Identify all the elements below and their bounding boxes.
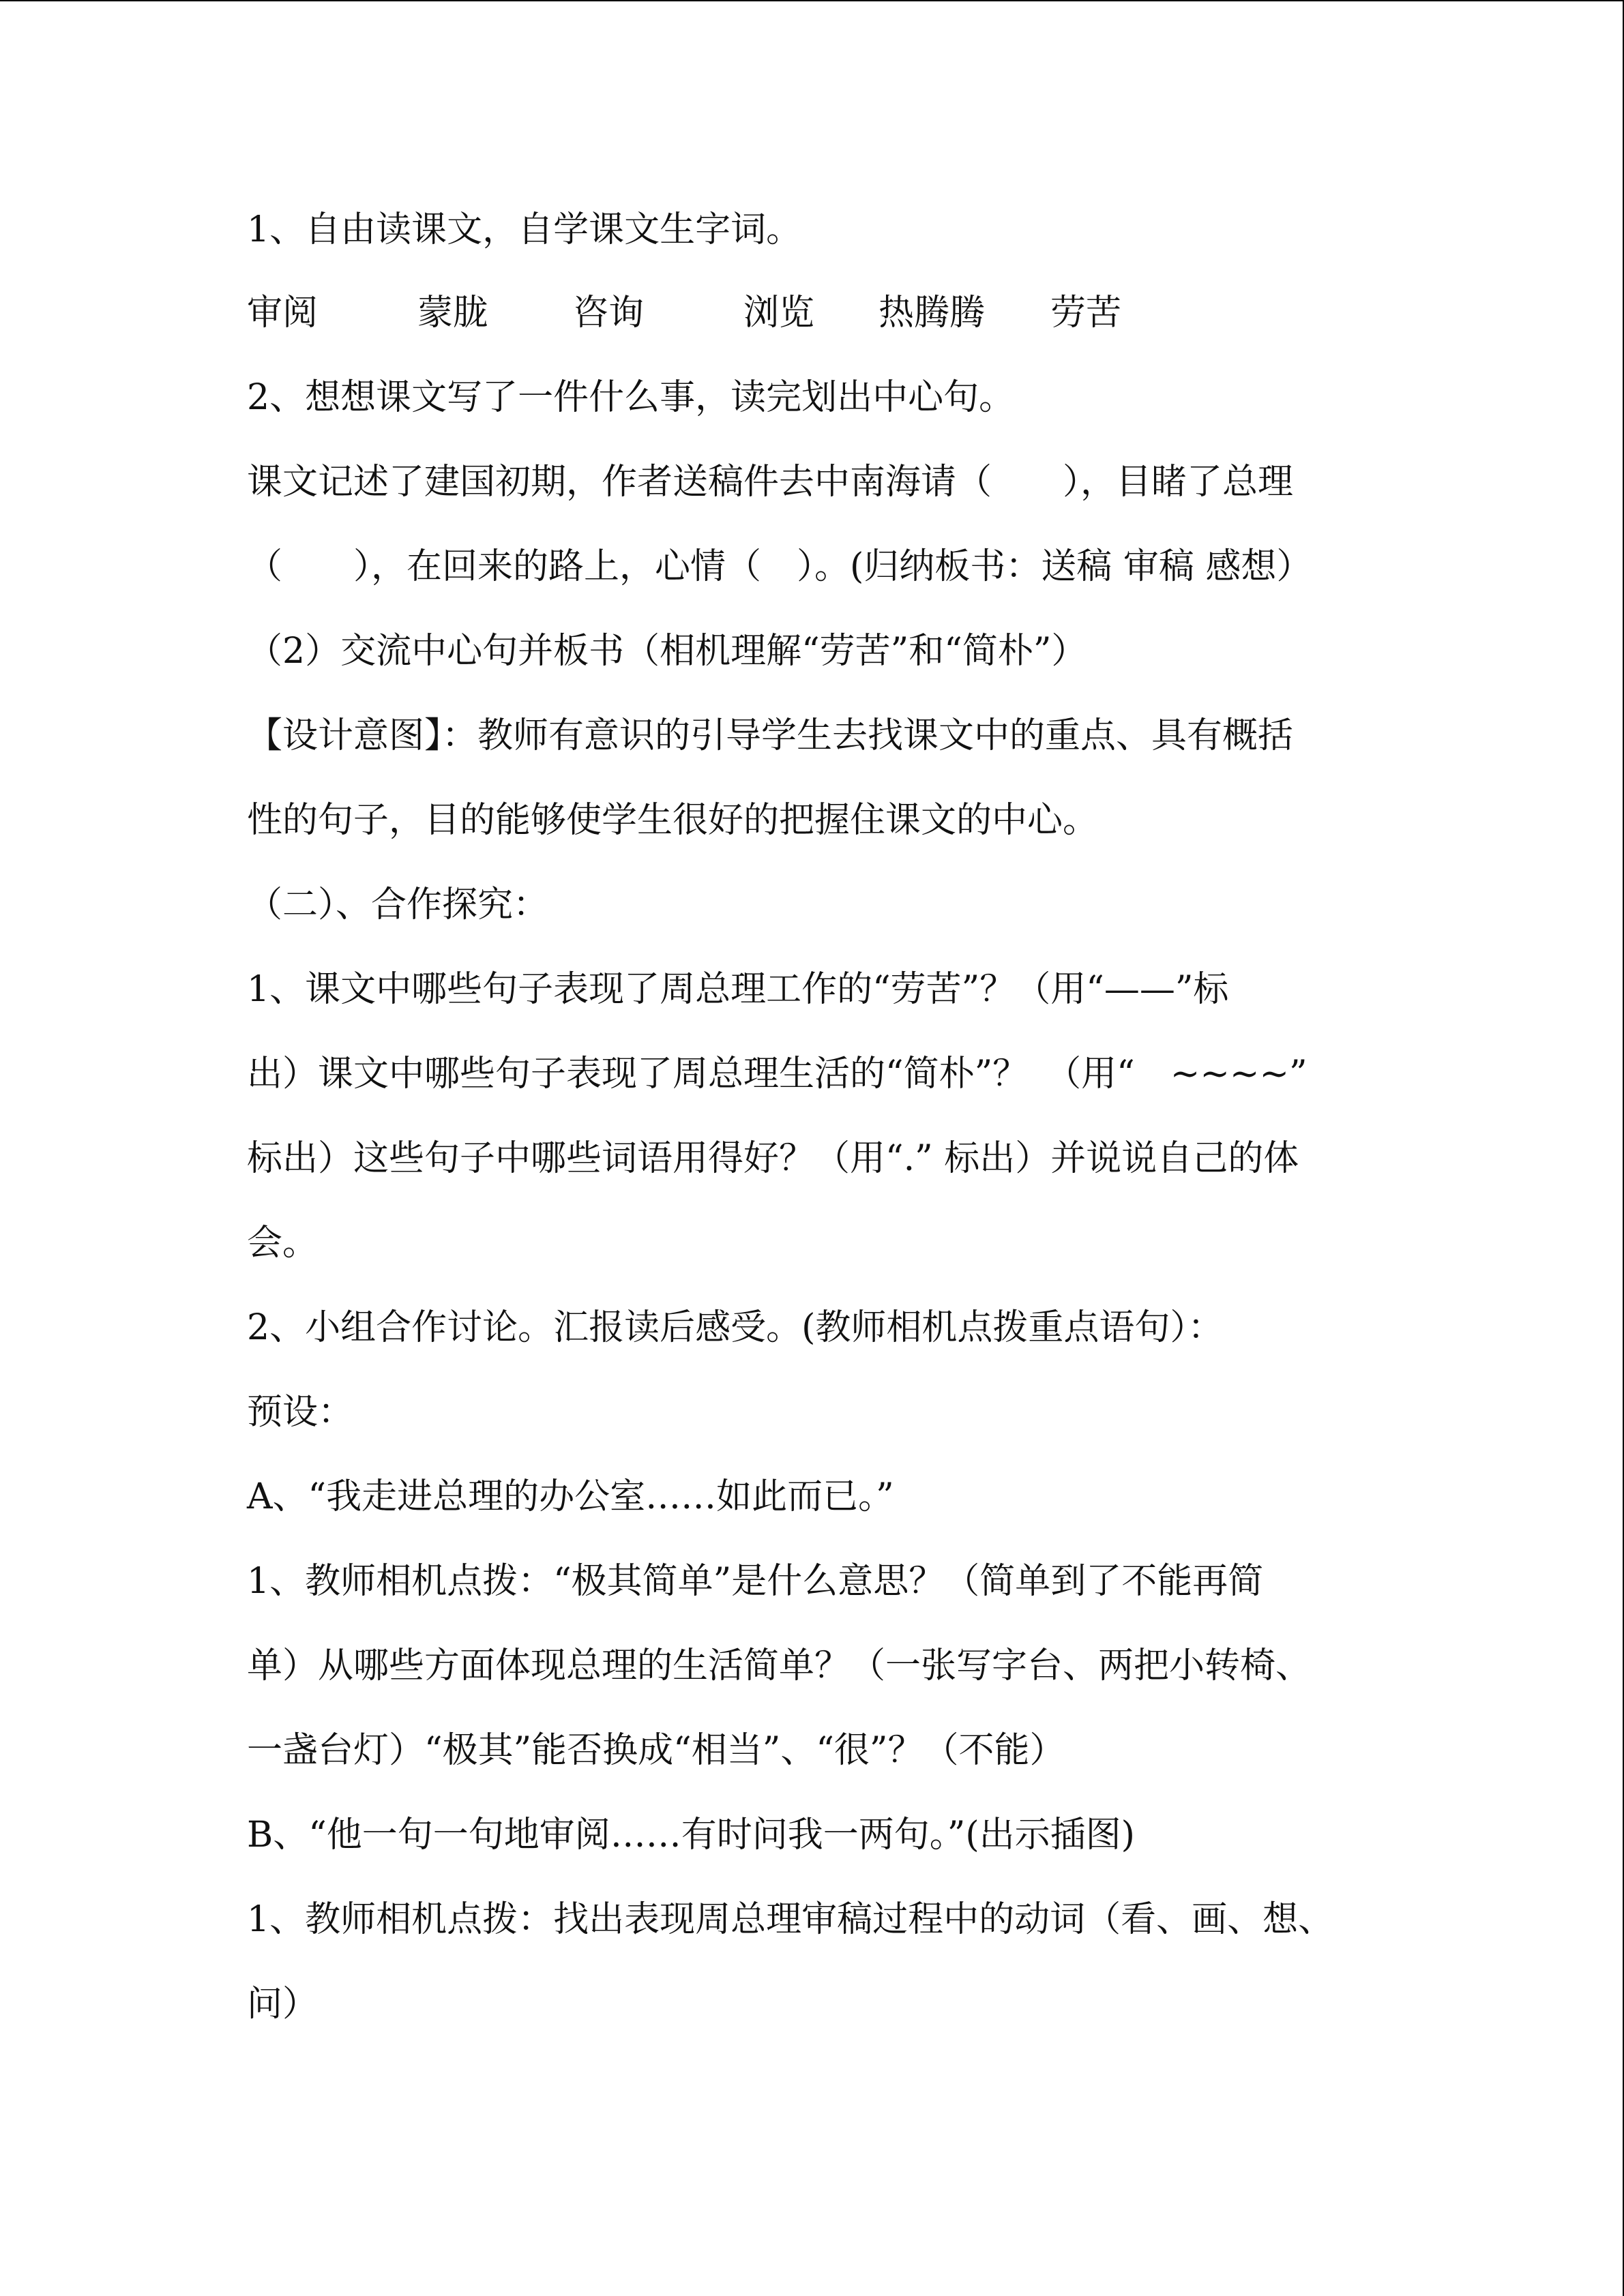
paragraph-line: A、“我走进总理的办公室……如此而已。”	[247, 1476, 894, 1517]
section-heading: （二）、合作探究：	[247, 884, 549, 925]
paragraph-line: 单）从哪些方面体现总理的生活简单？（一张写字台、两把小转椅、	[247, 1645, 1312, 1686]
vocabulary-row	[247, 289, 1420, 337]
paragraph-line: 预设：	[247, 1392, 354, 1433]
paragraph-line: 问）	[247, 1984, 319, 2025]
paragraph-line: 出）课文中哪些句子表现了周总理生活的“简朴”？ （用“ ~~~~”	[247, 1054, 1308, 1094]
design-intent-line: 【设计意图】：教师有意识的引导学生去找课文中的重点、具有概括	[247, 715, 1294, 756]
paragraph-line: B、“他一句一句地审阅……有时问我一两句。”(出示插图)	[247, 1815, 1135, 1855]
paragraph-line: 课文记述了建国初期，作者送稿件去中南海请（ ），目睹了总理	[247, 462, 1294, 503]
paragraph-line: 1、教师相机点拨：找出表现周总理审稿过程中的动词（看、画、想、	[247, 1899, 1334, 1940]
paragraph-line: 2、小组合作讨论。汇报读后感受。(教师相机点拨重点语句）：	[247, 1307, 1224, 1348]
paragraph-line: 标出）这些句子中哪些词语用得好？（用“.” 标出）并说说自己的体	[247, 1138, 1299, 1179]
vocab-word: 蒙胧	[417, 293, 489, 333]
vocab-word: 热腾腾	[879, 293, 986, 333]
paragraph-line: （2）交流中心句并板书（相机理解“劳苦”和“简朴”）	[247, 631, 1087, 672]
paragraph-line: 一盏台灯）“极其”能否换成“相当”、“很”？（不能）	[247, 1730, 1065, 1771]
paragraph-line: 1、教师相机点拨：“极其简单”是什么意思？（简单到了不能再简	[247, 1561, 1264, 1602]
vocab-word: 审阅	[247, 293, 319, 333]
paragraph-line: 会。	[247, 1223, 319, 1264]
vocab-word: 浏览	[743, 293, 815, 333]
paragraph-line: 1、课文中哪些句子表现了周总理工作的“劳苦”？（用“——”标	[247, 969, 1229, 1010]
paragraph-line: 1、自由读课文，自学课文生字词。	[247, 209, 802, 250]
paragraph-line: （ ），在回来的路上，心情（ ）。(归纳板书：送稿 审稿 感想）	[247, 546, 1312, 587]
vocab-word: 劳苦	[1050, 293, 1122, 333]
paragraph-line: 性的句子，目的能够使学生很好的把握住课文的中心。	[247, 800, 1099, 841]
paragraph-line: 2、想想课文写了一件什么事，读完划出中心句。	[247, 377, 1015, 418]
vocab-word: 咨询	[573, 293, 645, 333]
